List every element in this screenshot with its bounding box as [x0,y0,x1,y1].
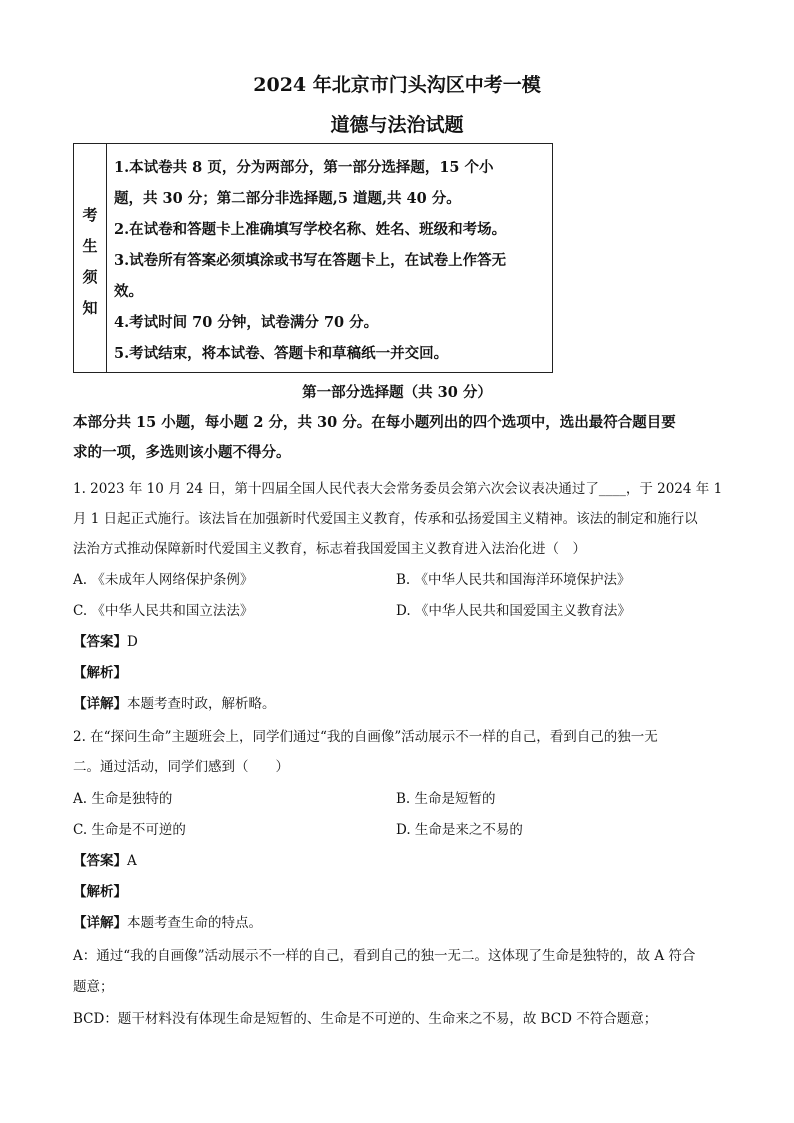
notice-side-char: 考 [82,206,98,224]
notice-item: 3.试卷所有答案必须填涂或书写在答题卡上，在试卷上作答无 [114,252,507,269]
answer-value: A [127,853,137,869]
notice-items [114,152,546,369]
notice-item: 效。 [114,283,143,300]
notice-item: 1.本试卷共 8 页，分为两部分，第一部分选择题，15 个小 [114,159,494,176]
notice-item: 2.在试卷和答题卡上准确填写学校名称、姓名、班级和考场。 [114,221,507,238]
detail-text: 本题考查生命的特点。 [127,915,262,931]
q1-option-c: C. 《中华人民共和国立法法》 [73,603,254,619]
q1-option-b: B. 《中华人民共和国海洋环境保护法》 [396,572,631,588]
notice-item: 4.考试时间 70 分钟，试卷满分 70 分。 [114,314,379,331]
notice-item: 题，共 30 分；第二部分非选择题,5 道题,共 40 分。 [114,190,461,207]
q1-option-a: A. 《未成年人网络保护条例》 [73,572,254,588]
q1-detail [73,692,723,712]
detail-text: 本题考查时政，解析略。 [127,696,276,712]
q2-answer [73,849,723,869]
question-1-stem: 法治方式推动保障新时代爱国主义教育，标志着我国爱国主义教育进入法治化进（ ） [73,541,586,557]
section-instruction: 本部分共 15 小题，每小题 2 分，共 30 分。在每小题列出的四个选项中，选出最符合题目要 [73,414,676,431]
detail-tag: 【详解】 [73,915,127,931]
q2-explanation: 题意； [73,979,114,995]
q2-analysis [73,880,723,900]
page-title: 2024 年北京市门头沟区中考一模 [253,74,541,96]
q2-option-d: D. 生命是来之不易的 [396,822,523,838]
answer-value: D [127,634,138,650]
notice-side-char: 生 [82,237,98,255]
section-heading: 第一部分选择题（共 30 分） [302,384,492,401]
notice-side-char: 须 [82,268,98,286]
answer-tag: 【答案】 [73,853,127,869]
subject-title: 道德与法治试题 [330,114,464,136]
q2-option-c: C. 生命是不可逆的 [73,822,186,838]
q1-answer [73,630,723,650]
question-1-stem: 月 1 日起正式施行。该法旨在加强新时代爱国主义教育，传承和弘扬爱国主义精神。该法的制定和施行以 [73,511,698,527]
analysis-tag: 【解析】 [73,884,127,900]
q2-explanation: A：通过“我的自画像”活动展示不一样的自己，看到自己的独一无二。这体现了生命是独特的，故 A 符合 [73,948,696,964]
section-instruction: 求的一项，多选则该小题不得分。 [73,444,291,461]
question-2-stem: 2. 在“探问生命”主题班会上，同学们通过“我的自画像”活动展示不一样的自己，看到自己的独一无 [73,729,658,745]
q2-option-b: B. 生命是短暂的 [396,791,496,807]
notice-box [73,143,553,373]
question-1-stem: 1. 2023 年 10 月 24 日，第十四届全国人民代表大会常务委员会第六次会议表决通过了____，于 2024 年 1 [73,481,723,497]
q2-explanation: BCD：题干材料没有体现生命是短暂的、生命是不可逆的、生命来之不易，故 BCD 不符合题意； [73,1011,658,1027]
analysis-tag: 【解析】 [73,665,127,681]
question-2-stem: 二。通过活动，同学们感到（ ） [73,759,289,775]
q2-option-a: A. 生命是独特的 [73,791,173,807]
q1-option-d: D. 《中华人民共和国爱国主义教育法》 [396,603,631,619]
notice-side-label [74,144,107,372]
q1-analysis [73,661,723,681]
notice-item: 5.考试结束，将本试卷、答题卡和草稿纸一并交回。 [114,345,449,362]
q2-detail [73,911,723,931]
answer-tag: 【答案】 [73,634,127,650]
notice-side-char: 知 [82,299,98,317]
detail-tag: 【详解】 [73,696,127,712]
